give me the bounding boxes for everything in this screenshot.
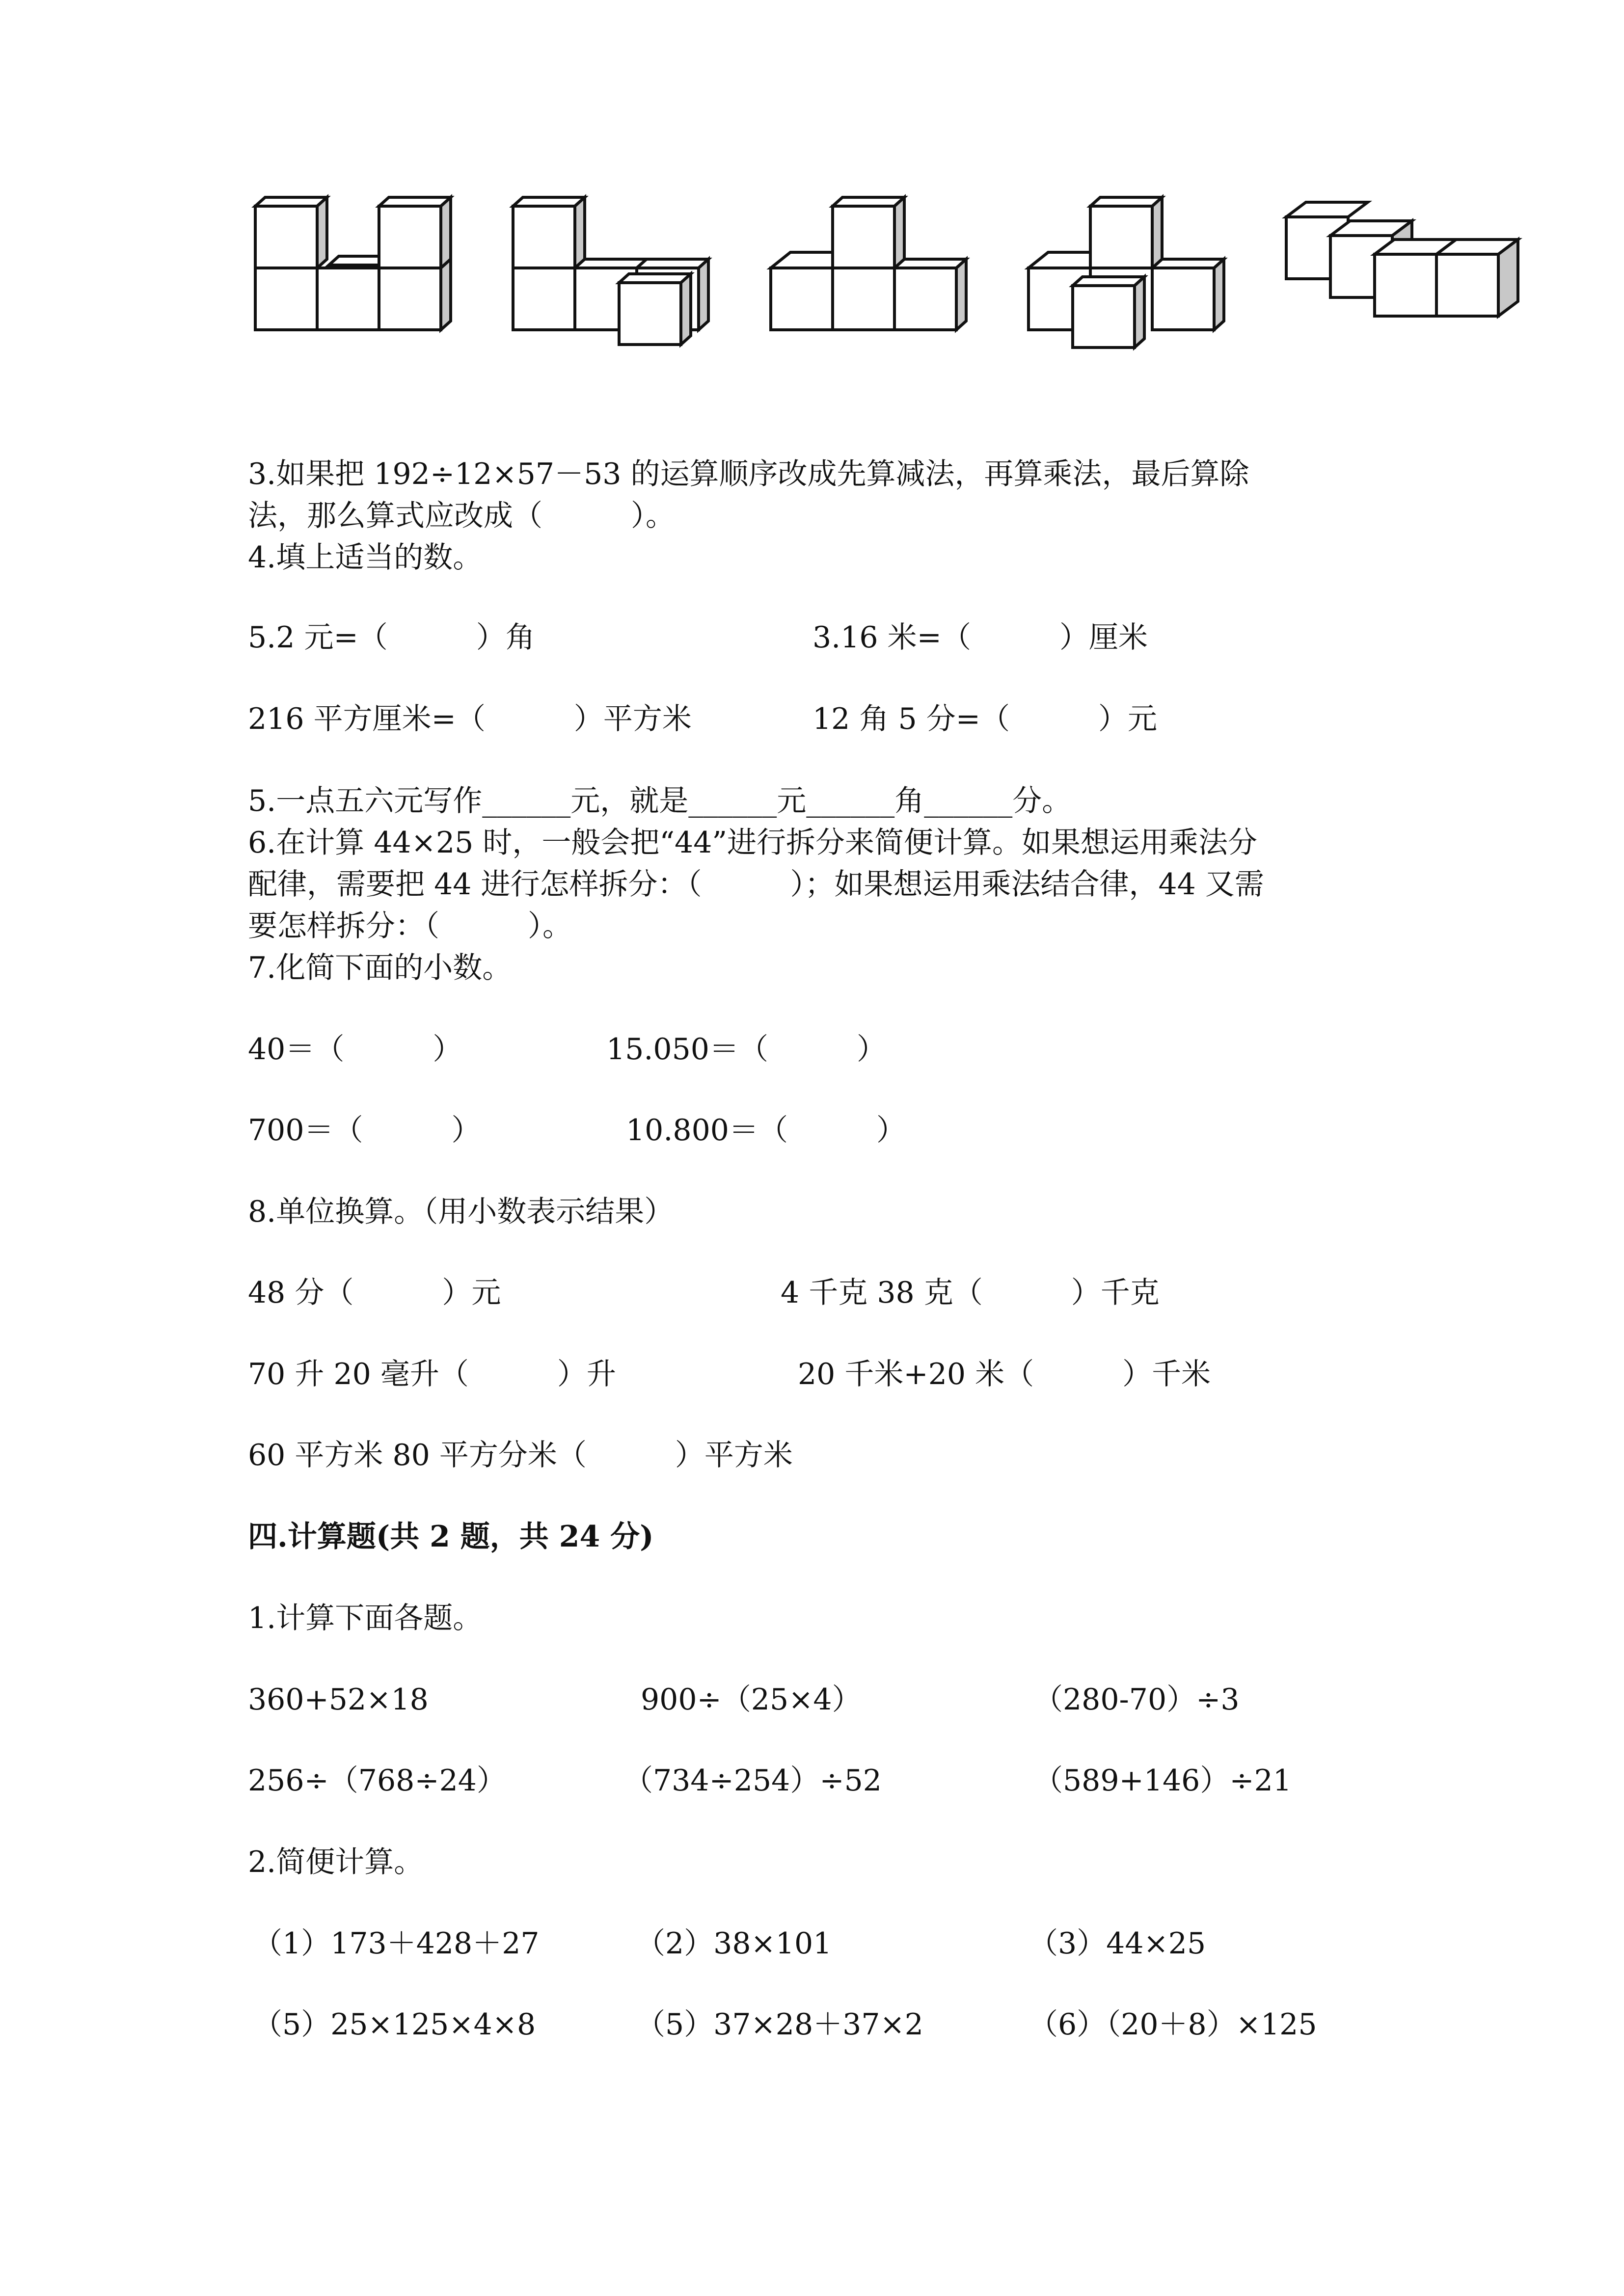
cube-figure-4 — [1029, 191, 1245, 378]
q4-title: 4.填上适当的数。 — [248, 540, 483, 575]
calc-1-expr: 256÷（768÷24） — [248, 1763, 506, 1798]
q7-item-10-800: 10.800＝（ ） — [626, 1113, 906, 1148]
calc-2-expr: （5）37×28＋37×2 — [636, 2007, 923, 2042]
calc-2-expr: （3）44×25 — [1029, 1926, 1206, 1961]
calc-2-expr: （6）（20＋8）×125 — [1029, 2007, 1317, 2042]
q7-item-40: 40＝（ ） — [248, 1032, 462, 1067]
calc-2-expr: （2）38×101 — [636, 1926, 832, 1961]
calc-1-expr: （589+146）÷21 — [1033, 1763, 1292, 1798]
q6-line-2: 配律，需要把 44 进行怎样拆分：（ ）；如果想运用乘法结合律，44 又需 — [248, 867, 1264, 902]
q8-item-sq-m: 60 平方米 80 平方分米（ ）平方米 — [248, 1438, 793, 1472]
calc-1-expr: （734÷254）÷52 — [623, 1763, 882, 1798]
calc-1-title: 1.计算下面各题。 — [248, 1601, 483, 1635]
q7-title: 7.化简下面的小数。 — [248, 951, 512, 985]
calc-1-expr: （280-70）÷3 — [1033, 1682, 1240, 1717]
cube-figure-5 — [1286, 191, 1542, 378]
q7-item-700: 700＝（ ） — [248, 1113, 481, 1148]
calc-2-expr: （5）25×125×4×8 — [253, 2007, 536, 2042]
calc-2-expr: （1）173＋428＋27 — [253, 1926, 540, 1961]
calc-1-expr: 900÷（25×4） — [641, 1682, 862, 1717]
cube-figure-2 — [513, 191, 729, 378]
q3-line-2: 法，那么算式应改成（ ）。 — [248, 499, 675, 533]
q8-item-kg: 4 千克 38 克（ ）千克 — [781, 1276, 1160, 1310]
q4-item-mi-limi: 3.16 米=（ ）厘米 — [812, 620, 1148, 655]
cube-figures — [255, 191, 1551, 378]
q5-line-1: 5.一点五六元写作______元，就是______元______角______分。 — [248, 784, 1072, 818]
q8-item-km: 20 千米+20 米（ ）千米 — [798, 1357, 1211, 1391]
cube-figure-3 — [771, 191, 987, 378]
calc-1-expr: 360+52×18 — [248, 1682, 429, 1717]
q4-item-area: 216 平方厘米=（ ）平方米 — [248, 702, 692, 736]
q6-line-3: 要怎样拆分：（ ）。 — [248, 909, 572, 943]
calc-2-title: 2.简便计算。 — [248, 1845, 424, 1879]
q6-line-1: 6.在计算 44×25 时，一般会把“44”进行拆分来简便计算。如果想运用乘法分 — [248, 826, 1258, 860]
q7-item-15-050: 15.050＝（ ） — [606, 1032, 886, 1067]
q3-line-1: 3.如果把 192÷12×57－53 的运算顺序改成先算减法，再算乘法，最后算除 — [248, 457, 1249, 491]
section-4-heading: 四.计算题(共 2 题，共 24 分) — [248, 1520, 654, 1554]
q8-item-fen-yuan: 48 分（ ）元 — [248, 1276, 501, 1310]
q4-item-yuan-jiao: 5.2 元=（ ）角 — [248, 620, 535, 655]
cube-figure-1 — [255, 191, 471, 378]
q8-title: 8.单位换算。（用小数表示结果） — [248, 1195, 674, 1229]
q4-item-jiao-fen: 12 角 5 分=（ ）元 — [812, 702, 1158, 736]
q8-item-litre: 70 升 20 毫升（ ）升 — [248, 1357, 616, 1391]
